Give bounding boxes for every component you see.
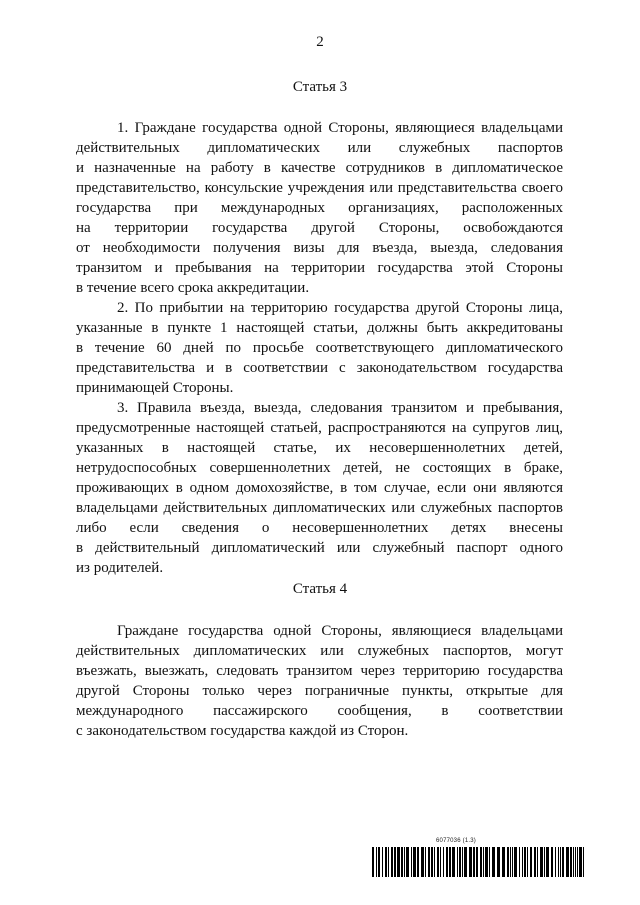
barcode-bar	[510, 847, 511, 877]
text-line: транзитом и пребывания на территории государства этой Стороны	[76, 260, 563, 276]
text-line: либо если сведения о несовершеннолетних детях внесены	[76, 520, 563, 536]
barcode-bar	[394, 847, 396, 877]
barcode-bar	[372, 847, 374, 877]
text-line: 3. Правила въезда, выезда, следования транзитом и пребывания,	[117, 400, 563, 416]
paragraph	[76, 621, 563, 741]
barcode-caption: 6077036 (1.3)	[436, 838, 476, 844]
barcode-bar	[485, 847, 488, 877]
barcode-bar	[397, 847, 400, 877]
barcode-bar	[483, 847, 484, 877]
text-line: действительных дипломатических или служебных паспортов	[76, 140, 563, 156]
barcode-bar	[378, 847, 380, 877]
barcode-bar	[537, 847, 538, 877]
barcode-bar	[473, 847, 475, 877]
text-line: предусмотренные настоящей статьей, распространяются на супругов лиц,	[76, 420, 563, 436]
barcode-bars	[372, 847, 584, 877]
text-line: въезжать, выезжать, следовать транзитом через территорию государства	[76, 663, 563, 679]
barcode-bar	[544, 847, 545, 877]
barcode-bar	[527, 847, 528, 877]
text-line: в течение всего срока аккредитации.	[76, 280, 310, 296]
barcode-bar	[459, 847, 461, 877]
barcode-bar	[551, 847, 553, 877]
barcode-bar	[464, 847, 467, 877]
article-4-body	[76, 621, 563, 741]
barcode-bar	[489, 847, 490, 877]
barcode-bar	[562, 847, 564, 877]
text-line: 2. По прибытии на территорию государства другой Стороны лица,	[117, 300, 563, 316]
barcode-bar	[452, 847, 455, 877]
text-line: в действительный дипломатический или служебный паспорт одного	[76, 540, 563, 556]
barcode-bar	[583, 847, 584, 877]
barcode-bar	[540, 847, 543, 877]
barcode-bar	[573, 847, 574, 877]
barcode-bar	[575, 847, 576, 877]
barcode-bar	[530, 847, 532, 877]
paragraph	[76, 298, 563, 398]
barcode-bar	[404, 847, 405, 877]
text-line: в течение 60 дней по просьбе соответствующего дипломатического	[76, 340, 563, 356]
barcode-bar	[570, 847, 572, 877]
barcode-bar	[519, 847, 520, 877]
barcode-bar	[413, 847, 416, 877]
text-line: представительства и в соответствии с законодательством государства	[76, 360, 563, 376]
barcode-bar	[502, 847, 505, 877]
barcode-bar	[391, 847, 393, 877]
text-line: действительных дипломатических или служебных паспортов, могут	[76, 643, 563, 659]
text-line: на территории государства другой Стороны, освобождаются	[76, 220, 563, 236]
barcode-bar	[443, 847, 444, 877]
article-3-heading: Статья 3	[292, 79, 348, 95]
text-line: Граждане государства одной Стороны, являющиеся владельцами	[117, 623, 563, 639]
article-4-heading: Статья 4	[292, 581, 348, 597]
barcode-bar	[579, 847, 582, 877]
barcode-bar	[411, 847, 412, 877]
article-3-body	[76, 118, 563, 578]
barcode-bar	[388, 847, 389, 877]
barcode-bar	[555, 847, 556, 877]
page-number: 2	[316, 34, 324, 50]
text-line: государства при международных организациях, расположенных	[76, 200, 563, 216]
text-line: с законодательством государства каждой из Сторон.	[76, 723, 409, 739]
barcode-bar	[546, 847, 549, 877]
text-line: проживающих в одном домохозяйстве, в том случае, если они являются	[76, 480, 563, 496]
barcode-bar	[507, 847, 509, 877]
barcode-bar	[434, 847, 435, 877]
text-line: владельцами действительных дипломатических или служебных паспортов	[76, 500, 563, 516]
barcode-bar	[566, 847, 569, 877]
barcode-bar	[385, 847, 387, 877]
text-line: другой Стороны только через пограничные пункты, открытые для	[76, 683, 563, 699]
text-line: и назначенные на работу в качестве сотрудников в дипломатическое	[76, 160, 563, 176]
barcode-bar	[524, 847, 526, 877]
text-line: нетрудоспособных совершеннолетних детей, не состоящих в браке,	[76, 460, 563, 476]
barcode-bar	[449, 847, 451, 877]
barcode-bar	[512, 847, 513, 877]
text-line: указанные в пункте 1 настоящей статьи, должны быть аккредитованы	[76, 320, 563, 336]
barcode-bar	[417, 847, 419, 877]
barcode-bar	[382, 847, 383, 877]
barcode-bar	[406, 847, 409, 877]
barcode-bar	[469, 847, 472, 877]
barcode-bar	[457, 847, 458, 877]
barcode-bar	[558, 847, 559, 877]
barcode-bar	[440, 847, 441, 877]
barcode-bar	[514, 847, 517, 877]
barcode-bar	[425, 847, 426, 877]
text-line: принимающей Стороны.	[76, 380, 234, 396]
text-line: указанных в настоящей статье, их несовершеннолетних детей,	[76, 440, 563, 456]
barcode-bar	[437, 847, 439, 877]
paragraph	[76, 118, 563, 298]
text-line: из родителей.	[76, 560, 164, 576]
barcode-bar	[462, 847, 463, 877]
text-line: представительство, консульские учреждения или представительства своего	[76, 180, 563, 196]
barcode-bar	[376, 847, 377, 877]
barcode-bar	[476, 847, 478, 877]
barcode-bar	[577, 847, 578, 877]
barcode	[372, 838, 584, 878]
barcode-bar	[560, 847, 561, 877]
text-line: международного пассажирского сообщения, в соответствии	[76, 703, 563, 719]
barcode-bar	[492, 847, 495, 877]
barcode-bar	[401, 847, 403, 877]
text-line: от необходимости получения визы для въезда, выезда, следования	[76, 240, 563, 256]
barcode-bar	[480, 847, 482, 877]
barcode-bar	[497, 847, 500, 877]
barcode-bar	[428, 847, 430, 877]
text-line: 1. Граждане государства одной Стороны, являющиеся владельцами	[117, 120, 563, 136]
barcode-bar	[522, 847, 523, 877]
paragraph	[76, 398, 563, 578]
barcode-bar	[446, 847, 448, 877]
barcode-bar	[421, 847, 424, 877]
barcode-bar	[431, 847, 433, 877]
barcode-bar	[534, 847, 536, 877]
